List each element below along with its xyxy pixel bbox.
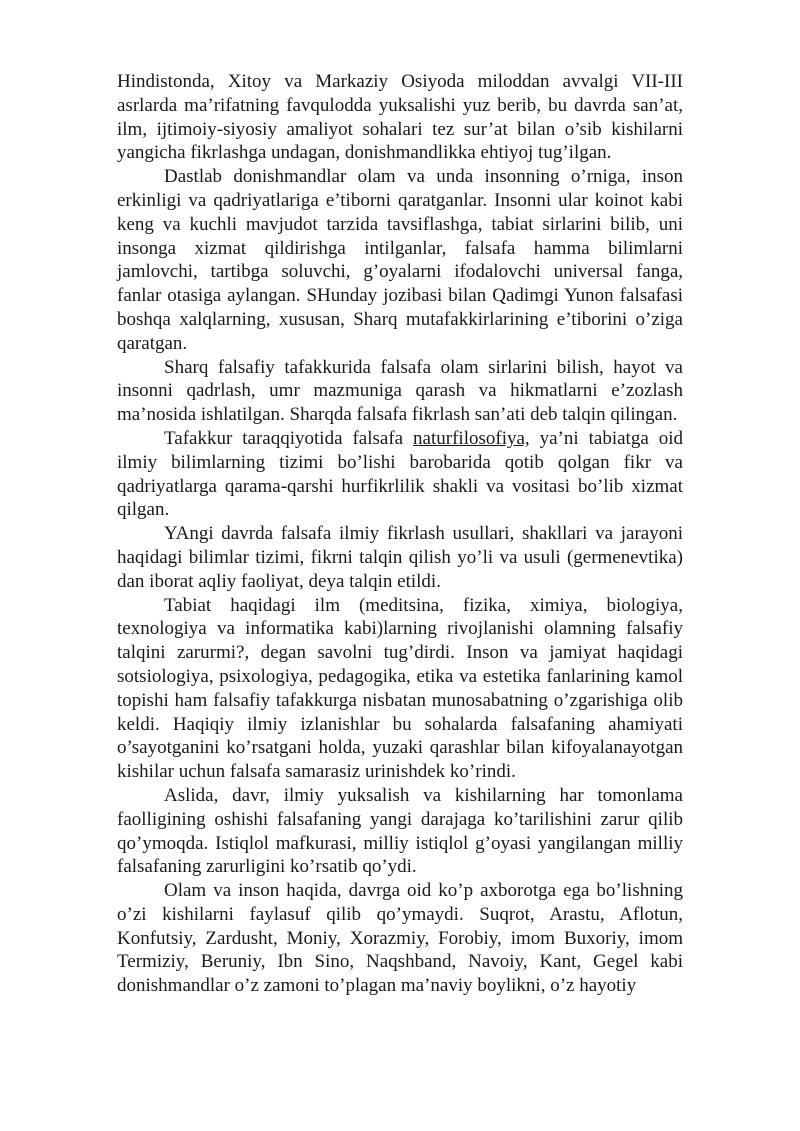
- paragraph-4: [117, 427, 683, 522]
- paragraph-8: Olam va inson haqida, davrga oid ko’p axborotga ega bo’lishning o’zi kishilarni faylasuf qilib qo’ymaydi. Suqrot, Arastu, Aflotun, Konfutsiy, Zardusht, Moniy, Xorazmiy, Forobiy, imom Buxoriy, imom Termiziy, Beruniy, Ibn Sino, Naqshband, Navoiy, Kant, Gegel kabi donishmandlar o’z zamoni to’plagan ma’naviy boylikni, o’z hayotiy: [117, 880, 683, 997]
- naturfilosofiya-link[interactable]: naturfilosofiya,: [413, 427, 530, 449]
- paragraph-7: Aslida, davr, ilmiy yuksalish va kishilarning har tomonlama faolligining oshishi falsafaning yangi darajaga ko’tarilishini zarur qilib qo’ymoqda. Istiqlol mafkurasi, milliy istiqlol g’oyasi yangilangan milliy falsafaning zarurligini ko’rsatib qo’ydi.: [117, 784, 683, 878]
- paragraph-5: YAngi davrda falsafa ilmiy fikrlash usullari, shakllari va jarayoni haqidagi bilimlar tizimi, fikrni talqin qilish yo’li va usuli (germenevtika) dan iborat aqliy faoliyat, deya talqin etildi.: [117, 523, 683, 592]
- paragraph-1: Hindistonda, Xitoy va Markaziy Osiyoda miloddan avvalgi VII-III asrlarda ma’rifatning favqulodda yuksalishi yuz berib, bu davrda san’at, ilm, ijtimoiy-siyosiy amaliyot sohalari tez sur’at bilan o’sib kishilarni yangicha fikrlashga undagan, donishmandlikka ehtiyoj tug’ilgan.: [117, 71, 683, 164]
- document-page: [117, 70, 683, 998]
- paragraph-3: Sharq falsafiy tafakkurida falsafa olam sirlarini bilish, hayot va insonni qadrlash, umr mazmuniga qarash va hikmatlarni e’zozlash ma’nosida ishlatilgan. Sharqda falsafa fikrlash san’ati deb talqin qilingan.: [117, 356, 683, 426]
- paragraph-2: Dastlab donishmandlar olam va unda insonning o’rniga, inson erkinligi va qadriyatlariga e’tiborni qaratganlar. Insonni ular koinot kabi keng va kuchli mavjudot tarzida tavsiflashga, tabiat sirlarini bilib, uni insonga xizmat qildirishga intilganlar, falsafa hamma bilimlarni jamlovchi, tartibga soluvchi, g’oyalarni ifodalovchi universal fanga, fanlar otasiga aylangan. SHunday jozibasi bilan Qadimgi Yunon falsafasi boshqa xalqlarning, xususan, Sharq mutafakkirlarining e’tiborini o’ziga qaratgan.: [117, 166, 683, 354]
- paragraph-4-end: ya’ni tabiatga oid ilmiy bilimlarning tizimi bo’lishi barobarida qotib qolgan fikr va qadriyatlarga qarama-qarshi hurfikrlilik shakli va vositasi bo’lib xizmat qilgan.: [117, 427, 683, 521]
- paragraph-6: Tabiat haqidagi ilm (meditsina, fizika, ximiya, biologiya, texnologiya va informatika kabi)larning rivojlanishi olamning falsafiy talqini zarurmi?, degan savolni tug’dirdi. Inson va jamiyat haqidagi sotsiologiya, psixologiya, pedagogika, etika va estetika fanlarining kamol topishi ham falsafiy tafakkurga nisbatan munosabatning o’zgarishiga olib keldi. Haqiqiy ilmiy izlanishlar bu sohalarda falsafaning ahamiyati o’sayotganini ko’rsatgani holda, yuzaki qarashlar bilan kifoyalanayotgan kishilar uchun falsafa samarasiz urinishdek ko’rindi.: [117, 594, 683, 783]
- paragraph-4-start: Tafakkur taraqqiyotida falsafa: [164, 427, 414, 449]
